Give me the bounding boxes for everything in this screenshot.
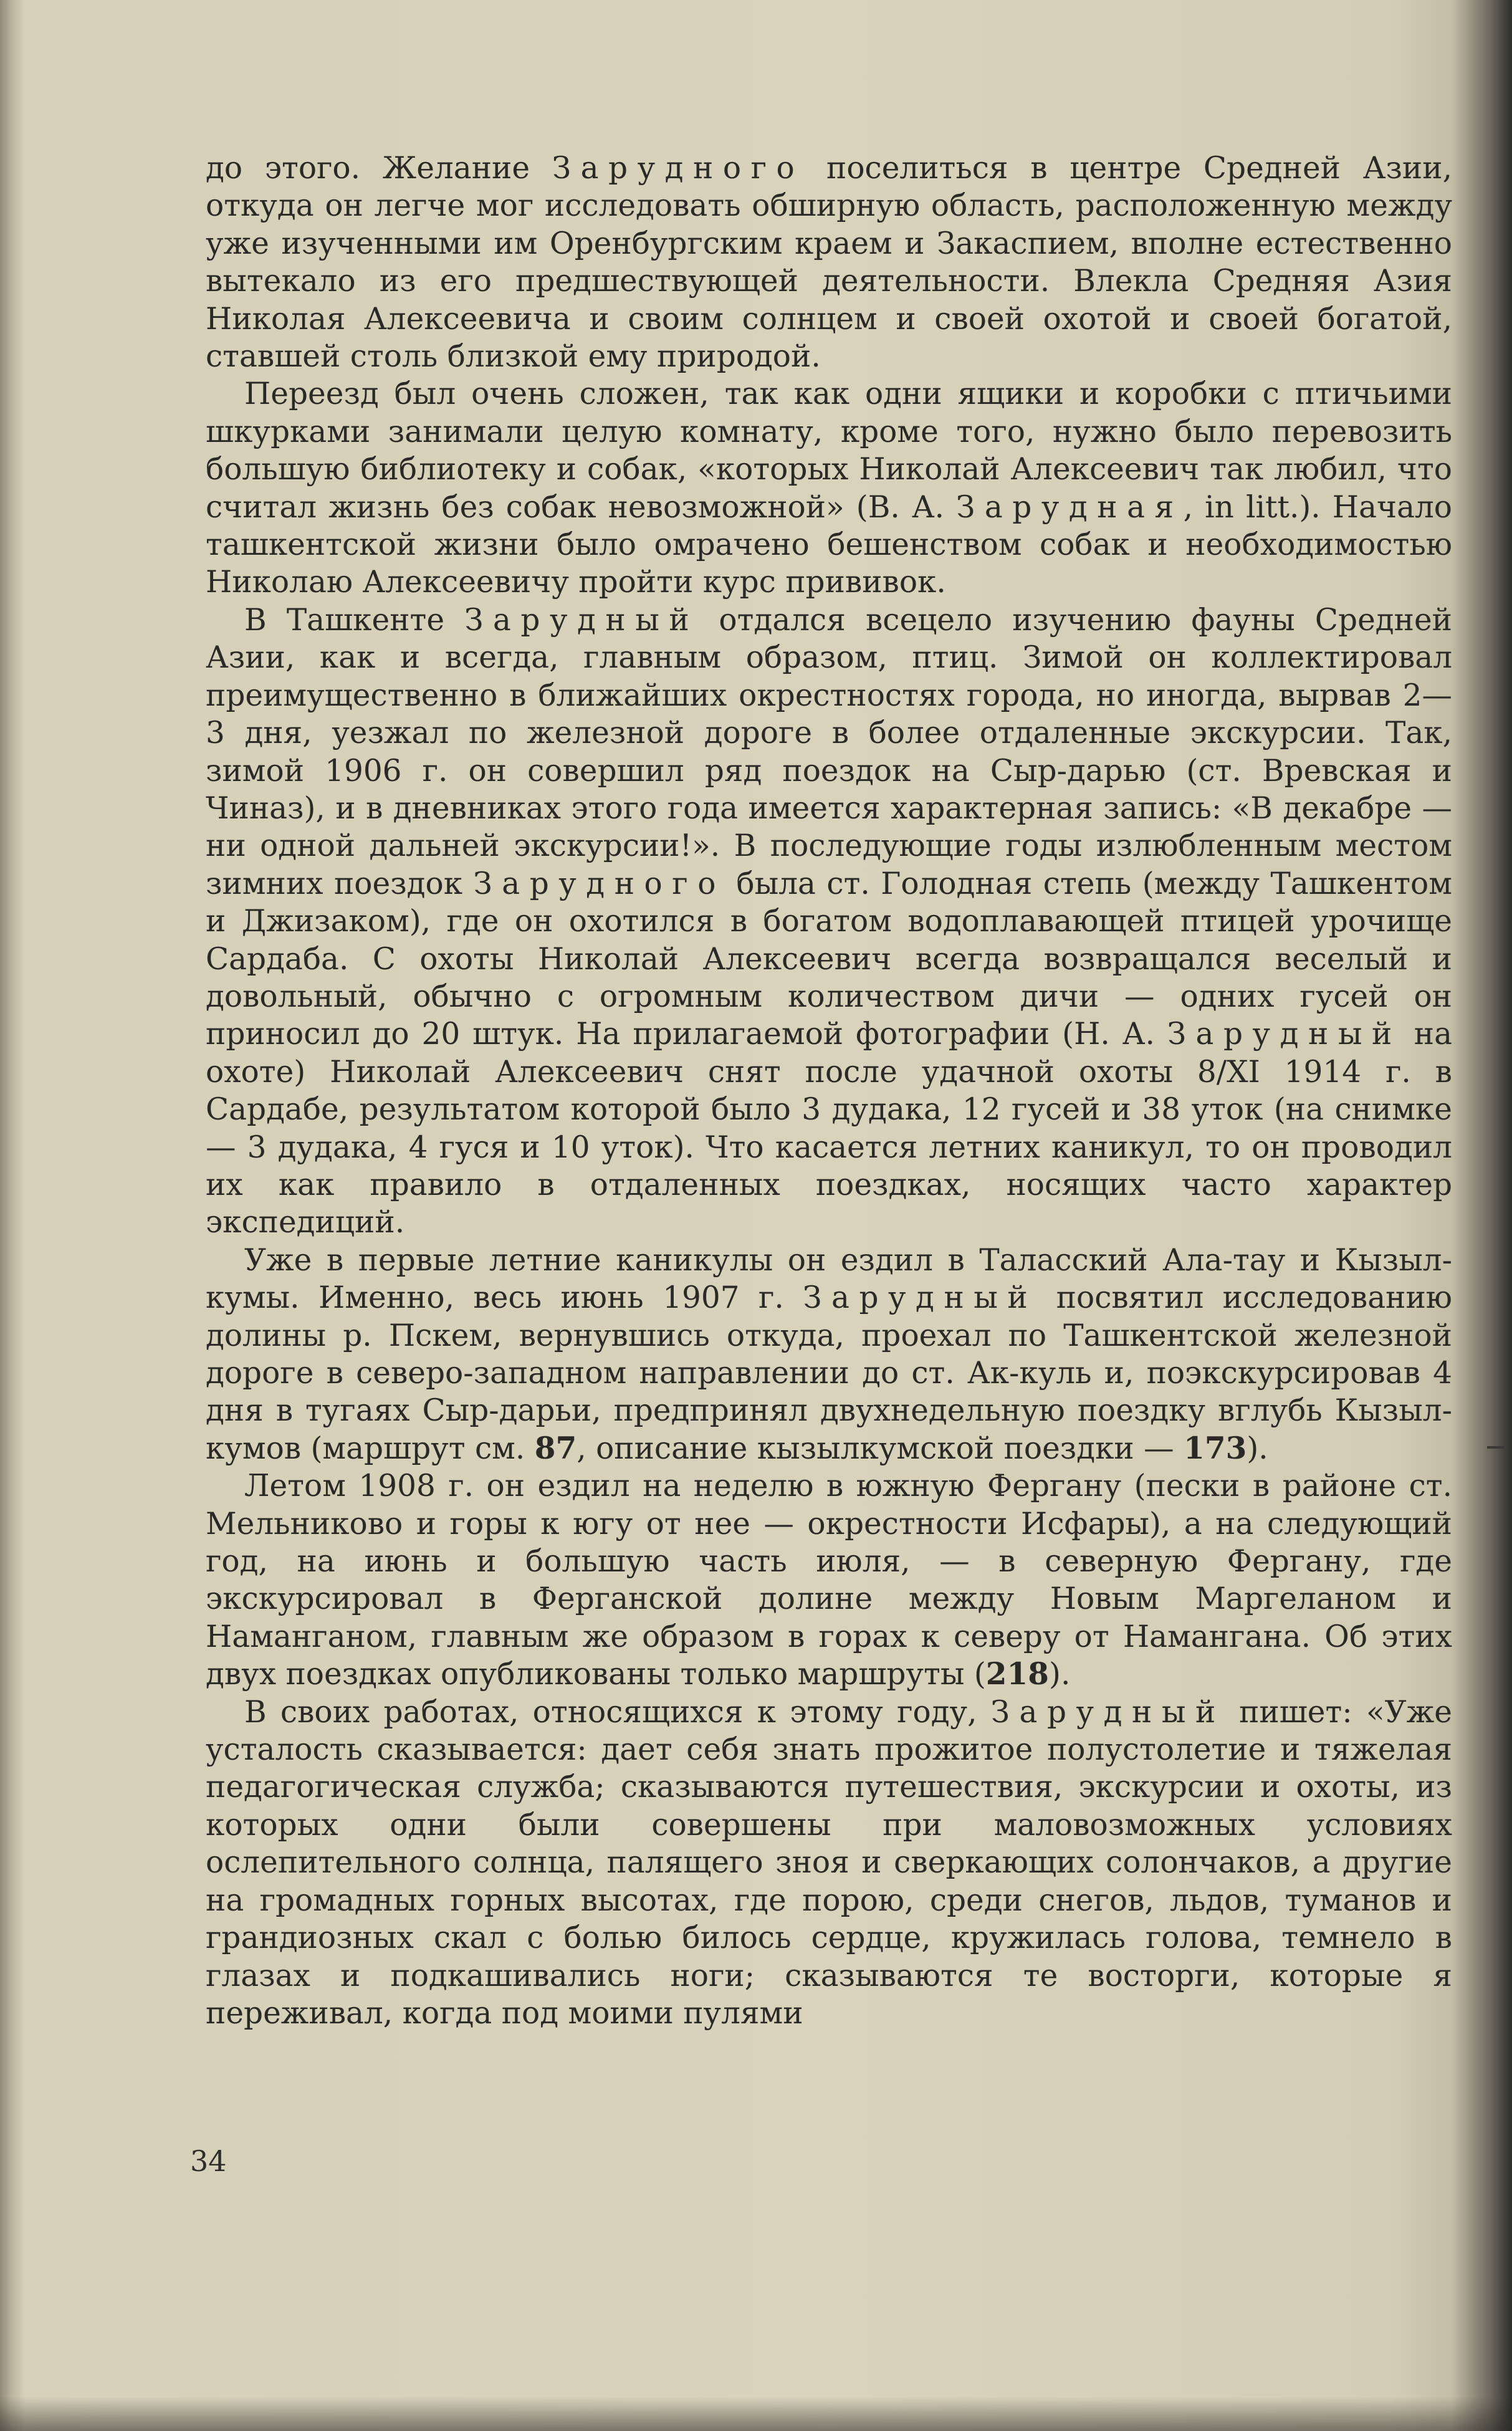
page-number: 34 <box>190 2144 227 2178</box>
spaced-name: Зарудного <box>473 866 725 901</box>
text-run: ). <box>1246 1431 1268 1466</box>
page-body-text <box>206 150 1452 2032</box>
paragraph <box>206 1694 1452 2033</box>
margin-mark <box>1487 1446 1505 1449</box>
text-run: на охоте) Николай Алексеевич снят после удачной охоты 8/XI 1914 г. в Сардабе, результатом которой было 3 дудака, 12 гусей и 38 уток (на снимке — 3 дудака, 4 гуся и 10 уток). Что касается летних каникул, то он проводил их как правило в отдаленных поездках, носящих часто характер экспедиций. <box>206 1017 1452 1240</box>
paragraph <box>206 602 1452 1242</box>
text-run: Уже в первые летние каникулы он ездил в Таласский Ала-тау и Кызыл-кумы. Именно, весь июнь 1907 г. <box>206 1242 1452 1316</box>
spaced-name: Зарудный <box>464 602 699 638</box>
reference-number: 173 <box>1184 1430 1247 1466</box>
text-run: Переезд был очень сложен, так как одни ящики и коробки с птичьими шкурками занимали целую комнату, кроме того, нужно было перевозить большую библиотеку и собак, «которых Николай Алексеевич так любил, что считал жизнь без собак невозможной» (В. А. <box>206 376 1452 525</box>
paragraph <box>206 1467 1452 1693</box>
text-run: В своих работах, относящихся к этому году, <box>244 1694 991 1730</box>
text-run: до этого. Желание <box>206 151 552 186</box>
page-bottom-shadow <box>0 2397 1512 2431</box>
spaced-name: Зарудный <box>803 1280 1038 1316</box>
spaced-name: Зарудный <box>1167 1017 1402 1052</box>
text-run: В Ташкенте <box>244 602 465 638</box>
text-run: была ст. Голодная степь (между Ташкентом и Джизаком), где он охотился в богатом водоплавающей птицей урочище Сардаба. С охоты Николай Алексеевич всегда возвращался веселый и довольный, обычно с огромным количеством дичи — одних гусей он приносил до 20 штук. На прилагаемой фотографии (Н. А. <box>206 866 1452 1052</box>
text-run: , описание кызылкумской поездки — <box>577 1431 1184 1466</box>
paragraph <box>206 1242 1452 1467</box>
text-run: отдался всецело изучению фауны Средней Азии, как и всегда, главным образом, птиц. Зимой он коллектировал преимущественно в ближайших окрестностях города, но иногда, вырвав 2—3 дня, уезжал по железной дороге в более отдаленные экскурсии. Так, зимой 1906 г. он совершил ряд поездок на Сыр-дарью (ст. Вревская и Чиназ), и в дневниках этого года имеется характерная запись: «В декабре — ни одной дальней экскурсии!». В последующие годы излюбленным местом зимних поездок <box>206 602 1453 901</box>
reference-number: 218 <box>985 1656 1050 1692</box>
text-run: посвятил исследованию долины р. Пскем, вернувшись откуда, проехал по Ташкентской железной дороге в северо-западном направлении до ст. Ак-куль и, поэкскурсировав 4 дня в тугаях Сыр-дарьи, предпринял двухнедельную поездку вглубь Кызыл-кумов (маршрут см. <box>206 1280 1452 1466</box>
text-run: поселиться в центре Средней Азии, откуда он легче мог исследовать обширную область, расположенную между уже изученными им Оренбургским краем и Закаспием, вполне естественно вытекало из его предшествующей деятельности. Влекла Средняя Азия Николая Алексеевича и своим солнцем и своей охотой и своей богатой, ставшей столь близкой ему природой. <box>206 151 1452 375</box>
reference-number: 87 <box>534 1430 577 1466</box>
text-run: , in litt.). Начало ташкентской жизни было омрачено бешенством собак и необходимостью Николаю Алексеевичу пройти курс прививок. <box>206 489 1452 600</box>
spaced-name: Зарудная <box>956 489 1184 525</box>
spaced-name: Зарудного <box>552 151 805 186</box>
text-run: пишет: «Уже усталость сказывается: дает себя знать прожитое полустолетие и тяжелая педагогическая служба; сказываются путешествия, экскурсии и охоты, из которых одни были совершены при маловозможных условиях ослепительного солнца, палящего зноя и сверкающих солончаков, а другие на громадных горных высотах, где порою, среди снегов, льдов, туманов и грандиозных скал с болью билось сердце, кружилась голова, темнело в глазах и подкашивались ноги; сказываются те восторги, которые я переживал, когда под моими пулями <box>206 1694 1452 2031</box>
paragraph <box>206 375 1452 601</box>
spaced-name: Зарудный <box>990 1694 1225 1730</box>
text-run: Летом 1908 г. он ездил на неделю в южную Фергану (пески в районе ст. Мельниково и горы к югу от нее — окрестности Исфары), а на следующий год, на июнь и большую часть июля, — в северную Фергану, где экскурсировал в Ферганской долине между Новым Маргеланом и Наманганом, главным же образом в горах к северу от Намангана. Об этих двух поездках опубликованы только маршруты ( <box>206 1469 1452 1692</box>
paragraph <box>206 150 1452 375</box>
text-run: ). <box>1049 1657 1071 1692</box>
